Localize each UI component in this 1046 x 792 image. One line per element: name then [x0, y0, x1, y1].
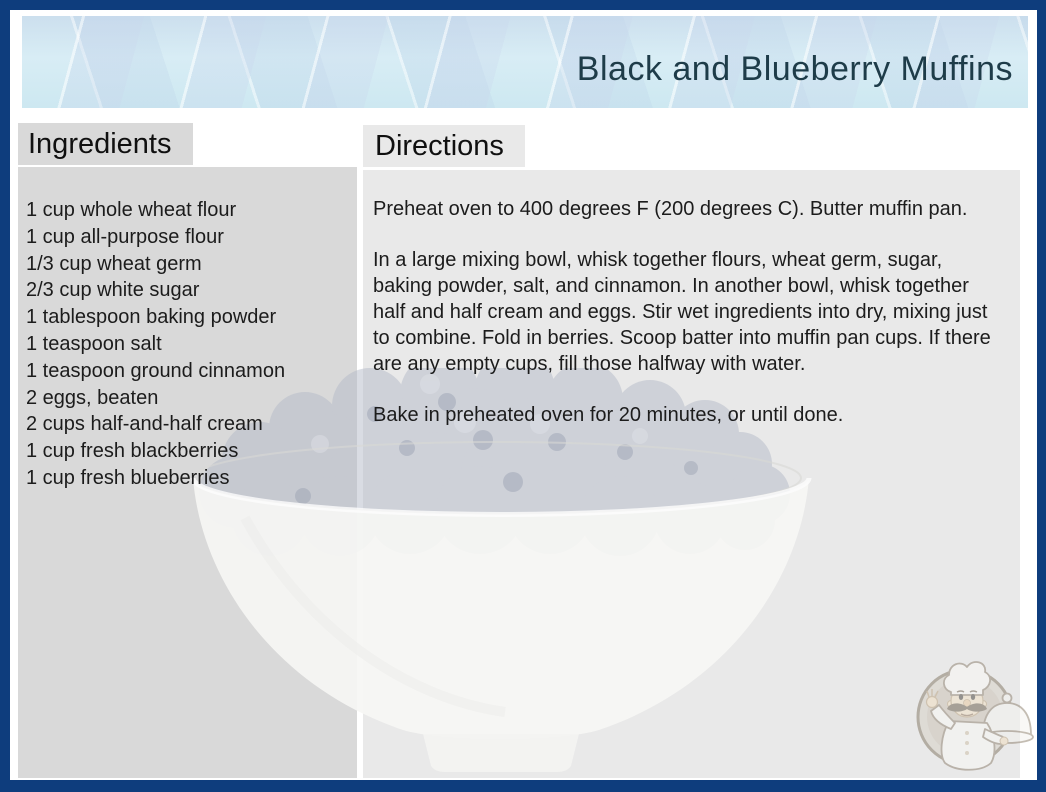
ingredient-item: 1 cup fresh blueberries	[26, 466, 230, 489]
ingredient-item: 1 cup all-purpose flour	[26, 225, 224, 248]
ingredient-item: 2 eggs, beaten	[26, 386, 159, 409]
directions-heading: Directions	[363, 125, 525, 167]
recipe-title: Black and Blueberry Muffins	[576, 49, 1013, 88]
directions-step: Preheat oven to 400 degrees F (200 degrees C). Butter muffin pan.	[373, 198, 968, 220]
ingredient-item: 1 cup whole wheat flour	[26, 199, 237, 221]
directions-section	[363, 170, 1020, 453]
header-banner	[22, 16, 1028, 108]
chef-logo-icon	[905, 651, 1037, 777]
directions-step: In a large mixing bowl, whisk together flours, wheat germ, sugar, baking powder, salt, and cinnamon. In another bowl, whisk together half and half cream and eggs. Stir wet ingredients into dry, mixing just to combine. Fold in berries. Scoop batter into muffin pan cups. If there are any empty cups, fill those halfway with water.	[373, 249, 991, 375]
ingredient-item: 2/3 cup white sugar	[26, 279, 200, 302]
ingredients-heading: Ingredients	[18, 123, 193, 165]
ingredient-item: 2 cups half-and-half cream	[26, 413, 263, 436]
ingredients-section	[18, 167, 357, 492]
directions-step: Bake in preheated oven for 20 minutes, or until done.	[373, 404, 844, 426]
ingredients-list	[18, 167, 357, 492]
ingredient-item: 1 tablespoon baking powder	[26, 306, 277, 329]
ingredient-item: 1 cup fresh blackberries	[26, 440, 239, 463]
ingredient-item: 1/3 cup wheat germ	[26, 252, 202, 275]
ingredient-item: 1 teaspoon ground cinnamon	[26, 359, 286, 382]
ingredient-item: 1 teaspoon salt	[26, 332, 162, 355]
